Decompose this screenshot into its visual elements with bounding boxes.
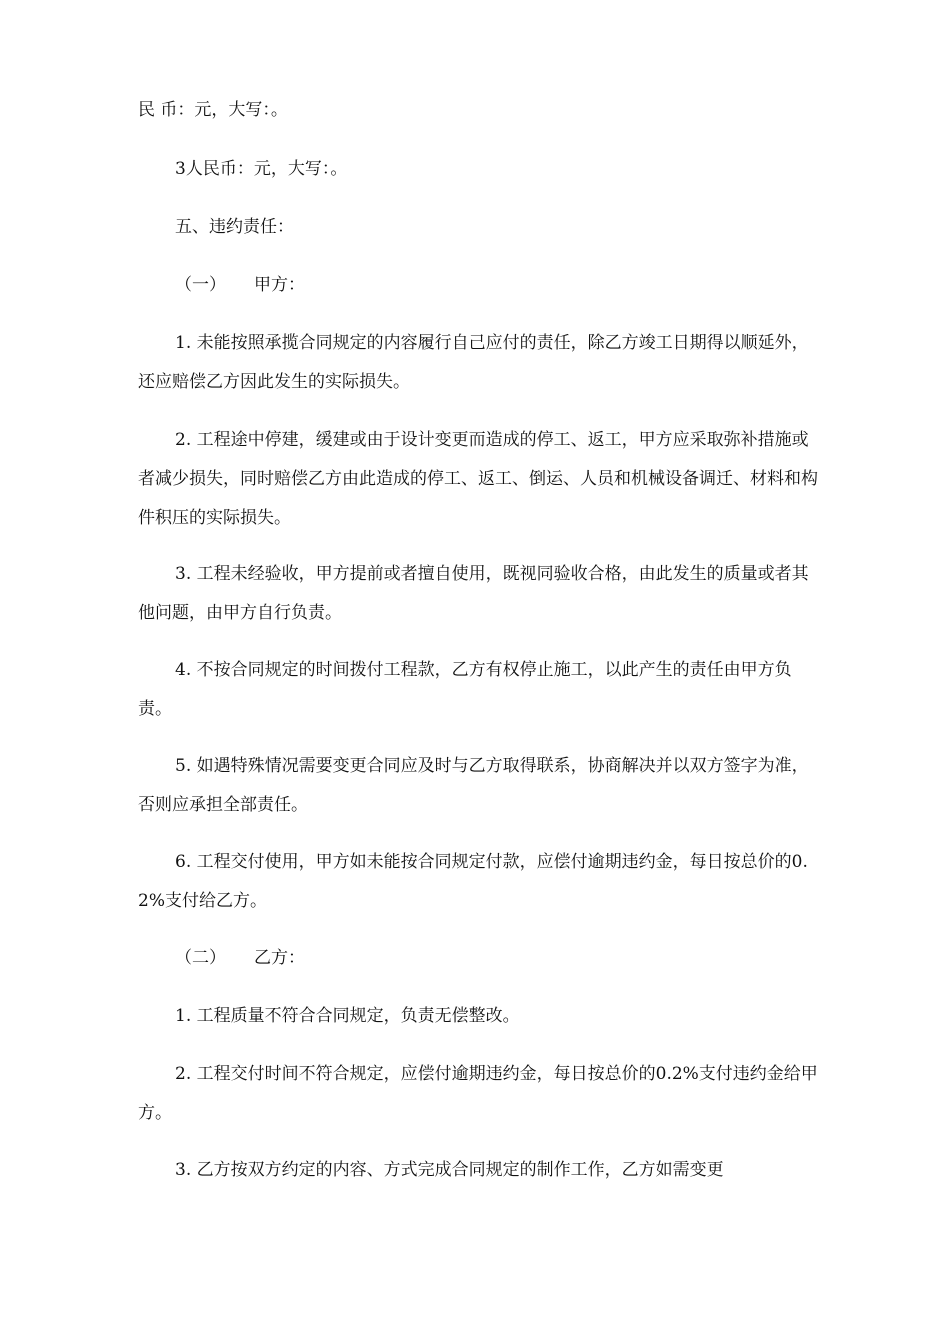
clause-text: 3. 工程未经验收，甲方提前或者擅自使用，既视同验收合格，由此发生的质量或者其他问题，由甲方自行负责。 [138, 564, 809, 623]
paragraph-amount-line [138, 91, 818, 130]
paragraph-text: 民 币：元，大写：。 [138, 100, 288, 120]
clause-a-6 [138, 843, 818, 921]
clause-text: 2. 工程途中停建，缓建或由于设计变更而造成的停工、返工，甲方应采取弥补措施或者减少损失，同时赔偿乙方由此造成的停工、返工、倒运、人员和机械设备调迁、材料和构件积压的实际损失。 [138, 430, 818, 528]
subsection-label: （一） [175, 275, 226, 295]
clause-b-3 [138, 1151, 818, 1190]
section-heading-text: 五、违约责任： [175, 217, 294, 237]
subsection-heading-party-b [138, 939, 818, 978]
clause-b-2 [138, 1055, 818, 1133]
clause-a-4 [138, 651, 818, 729]
paragraph-amount-item-3 [138, 150, 818, 189]
clause-b-1 [138, 997, 818, 1036]
subsection-title: 甲方： [254, 275, 305, 295]
subsection-heading-party-a [138, 266, 818, 305]
clause-text: 4. 不按合同规定的时间拨付工程款，乙方有权停止施工，以此产生的责任由甲方负责。 [138, 660, 792, 719]
subsection-label: （二） [175, 948, 226, 968]
clause-text: 1. 未能按照承揽合同规定的内容履行自己应付的责任，除乙方竣工日期得以顺延外，还应赔偿乙方因此发生的实际损失。 [138, 333, 809, 392]
clause-text: 2. 工程交付时间不符合规定，应偿付逾期违约金，每日按总价的0.2%支付违约金给甲方。 [138, 1064, 818, 1123]
paragraph-text: 3人民币：元，大写：。 [175, 159, 348, 179]
clause-text: 5. 如遇特殊情况需要变更合同应及时与乙方取得联系，协商解决并以双方签字为准，否则应承担全部责任。 [138, 756, 809, 815]
subsection-title: 乙方： [254, 948, 305, 968]
clause-a-1 [138, 324, 818, 402]
clause-text: 1. 工程质量不符合合同规定，负责无偿整改。 [175, 1006, 520, 1026]
clause-a-3 [138, 555, 818, 633]
clause-text: 6. 工程交付使用，甲方如未能按合同规定付款，应偿付逾期违约金，每日按总价的0.2%支付给乙方。 [138, 852, 808, 911]
clause-a-2 [138, 421, 818, 538]
clause-a-5 [138, 747, 818, 825]
section-heading-liability [138, 208, 818, 247]
clause-text: 3. 乙方按双方约定的内容、方式完成合同规定的制作工作，乙方如需变更 [175, 1160, 724, 1180]
